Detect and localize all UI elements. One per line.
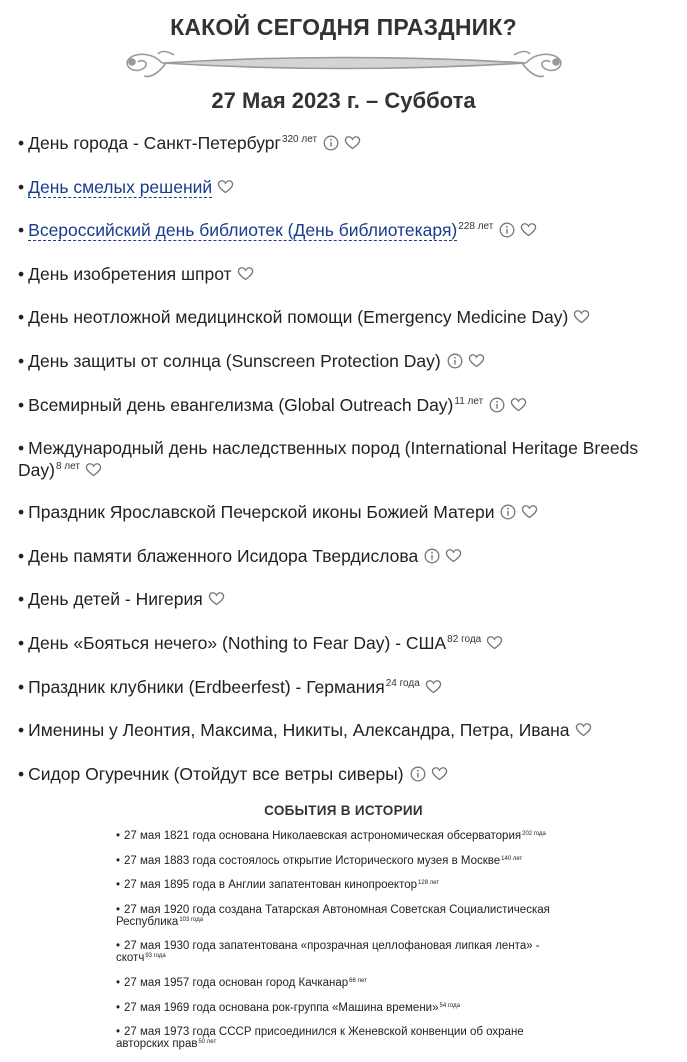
history-events-section [0, 803, 687, 1051]
bullet: • [18, 176, 25, 197]
bullet: • [18, 220, 25, 241]
bullet: • [18, 720, 25, 741]
holiday-name: День города - Санкт-Петербург [28, 133, 281, 153]
heart-icon[interactable] [510, 397, 527, 412]
history-event-item [116, 1002, 556, 1014]
heart-icon[interactable] [85, 462, 102, 477]
bullet: • [18, 589, 25, 610]
holiday-item [18, 676, 668, 698]
holiday-item [18, 263, 668, 285]
bullet: • [116, 903, 121, 916]
page-header [0, 0, 687, 114]
holiday-name: Сидор Огуречник (Отойдут все ветры сиверы) [28, 763, 404, 784]
history-event-item [116, 879, 556, 891]
holiday-item [18, 719, 668, 741]
history-event-item [116, 940, 556, 964]
history-event-text: 27 мая 1821 года основана Николаевская астрономическая обсерватория [124, 830, 522, 842]
heart-icon[interactable] [520, 222, 537, 237]
heart-icon[interactable] [521, 504, 538, 519]
heart-icon[interactable] [486, 635, 503, 650]
holiday-name: Международный день наследственных пород (International Heritage Breeds Day) [18, 438, 639, 481]
page-title: КАКОЙ СЕГОДНЯ ПРАЗДНИК? [170, 14, 517, 40]
holiday-age: 24 года [385, 677, 420, 689]
holiday-item [18, 132, 668, 154]
bullet: • [18, 394, 25, 415]
current-date: 27 Мая 2023 г. – Суббота [211, 88, 476, 113]
history-event-age: 50 лет [198, 1039, 217, 1046]
heart-icon[interactable] [237, 266, 254, 281]
history-event-item [116, 904, 556, 928]
holiday-list [18, 132, 668, 806]
heart-icon[interactable] [573, 309, 590, 324]
holiday-link[interactable]: День смелых решений [28, 176, 213, 197]
heart-icon[interactable] [445, 548, 462, 563]
holiday-link[interactable]: Всероссийский день библиотек (День библиотекаря) [28, 220, 458, 241]
heart-icon[interactable] [425, 679, 442, 694]
heart-icon[interactable] [217, 179, 234, 194]
bullet: • [18, 676, 25, 697]
info-icon[interactable] [447, 353, 463, 369]
holiday-name: День защиты от солнца (Sunscreen Protection Day) [28, 350, 441, 371]
history-event-text: 27 мая 1883 года состоялось открытие Исторического музея в Москве [124, 854, 501, 867]
holiday-item [18, 394, 668, 416]
bullet: • [18, 632, 25, 653]
history-event-text: 27 мая 1920 года создана Татарская Автономная Советская Социалистическая Республика [116, 903, 550, 928]
holiday-name: День изобретения шпрот [28, 263, 232, 284]
bullet: • [18, 263, 25, 284]
info-icon[interactable] [424, 548, 440, 564]
history-event-age: 103 года [179, 916, 204, 923]
ornament-divider-icon [122, 46, 566, 80]
holiday-age: 82 года [447, 633, 482, 645]
history-event-text: 27 мая 1957 года основан город Качканар [124, 976, 349, 989]
holiday-age: 228 лет [458, 221, 494, 233]
history-event-age: 202 года [522, 831, 546, 837]
holiday-name: Праздник Ярославской Печерской иконы Божией Матери [28, 502, 495, 523]
holiday-name: День неотложной медицинской помощи (Emergency Medicine Day) [28, 307, 569, 328]
history-event-item [116, 830, 556, 842]
holiday-item [18, 306, 668, 328]
bullet: • [116, 830, 121, 842]
holiday-age: 11 лет [454, 395, 484, 407]
history-event-text: 27 мая 1969 года основана рок-группа «Машина времени» [124, 1001, 439, 1014]
history-event-age: 54 года [439, 1002, 460, 1009]
bullet: • [18, 763, 25, 784]
bullet: • [18, 545, 25, 566]
history-event-age: 93 года [145, 953, 166, 960]
heart-icon[interactable] [344, 135, 361, 150]
holiday-name: Всемирный день евангелизма (Global Outreach Day) [28, 394, 454, 415]
holiday-name: Именины у Леонтия, Максима, Никиты, Александра, Петра, Ивана [28, 720, 570, 741]
history-event-age: 66 лет [349, 977, 367, 984]
bullet: • [116, 854, 121, 867]
holiday-item [18, 632, 668, 654]
holiday-item [18, 501, 668, 523]
info-icon[interactable] [323, 135, 339, 151]
holiday-name: Праздник клубники (Erdbeerfest) - Германия [28, 676, 385, 697]
history-events-title: СОБЫТИЯ В ИСТОРИИ [264, 803, 423, 818]
history-events-list [116, 830, 556, 1062]
holiday-item [18, 219, 668, 241]
bullet: • [18, 502, 25, 523]
heart-icon[interactable] [431, 766, 448, 781]
info-icon[interactable] [489, 397, 505, 413]
holiday-item [18, 437, 668, 481]
history-event-item [116, 977, 556, 989]
history-event-text: 27 мая 1930 года запатентована «прозрачная целлофановая липкая лента» - скотч [116, 940, 540, 965]
bullet: • [18, 438, 25, 459]
heart-icon[interactable] [468, 353, 485, 368]
holiday-name: День памяти блаженного Исидора Твердислова [28, 545, 419, 566]
bullet: • [116, 879, 121, 892]
info-icon[interactable] [499, 222, 515, 238]
holiday-item [18, 588, 668, 610]
info-icon[interactable] [410, 766, 426, 782]
holiday-name: День детей - Нигерия [28, 589, 203, 610]
holiday-item [18, 545, 668, 567]
holiday-item [18, 176, 668, 198]
holiday-name: День «Бояться нечего» (Nothing to Fear Day) - США [28, 632, 447, 653]
info-icon[interactable] [500, 504, 516, 520]
bullet: • [18, 307, 25, 328]
heart-icon[interactable] [575, 722, 592, 737]
holiday-age: 8 лет [55, 461, 80, 473]
bullet: • [116, 940, 121, 953]
history-event-text: 27 мая 1973 года СССР присоединился к Женевской конвенции об охране авторских прав [116, 1026, 524, 1051]
history-event-item [116, 855, 556, 867]
bullet: • [18, 133, 25, 153]
history-event-age: 128 лет [418, 880, 440, 887]
history-event-age: 140 лет [501, 855, 523, 862]
history-event-text: 27 мая 1895 года в Англии запатентован кинопроектор [124, 879, 418, 892]
holiday-item [18, 763, 668, 785]
holiday-age: 320 лет [281, 134, 318, 145]
bullet: • [116, 1026, 121, 1039]
bullet: • [116, 976, 121, 989]
heart-icon[interactable] [208, 591, 225, 606]
holiday-item [18, 350, 668, 372]
bullet: • [18, 350, 25, 371]
bullet: • [116, 1001, 121, 1014]
history-event-item [116, 1026, 556, 1050]
